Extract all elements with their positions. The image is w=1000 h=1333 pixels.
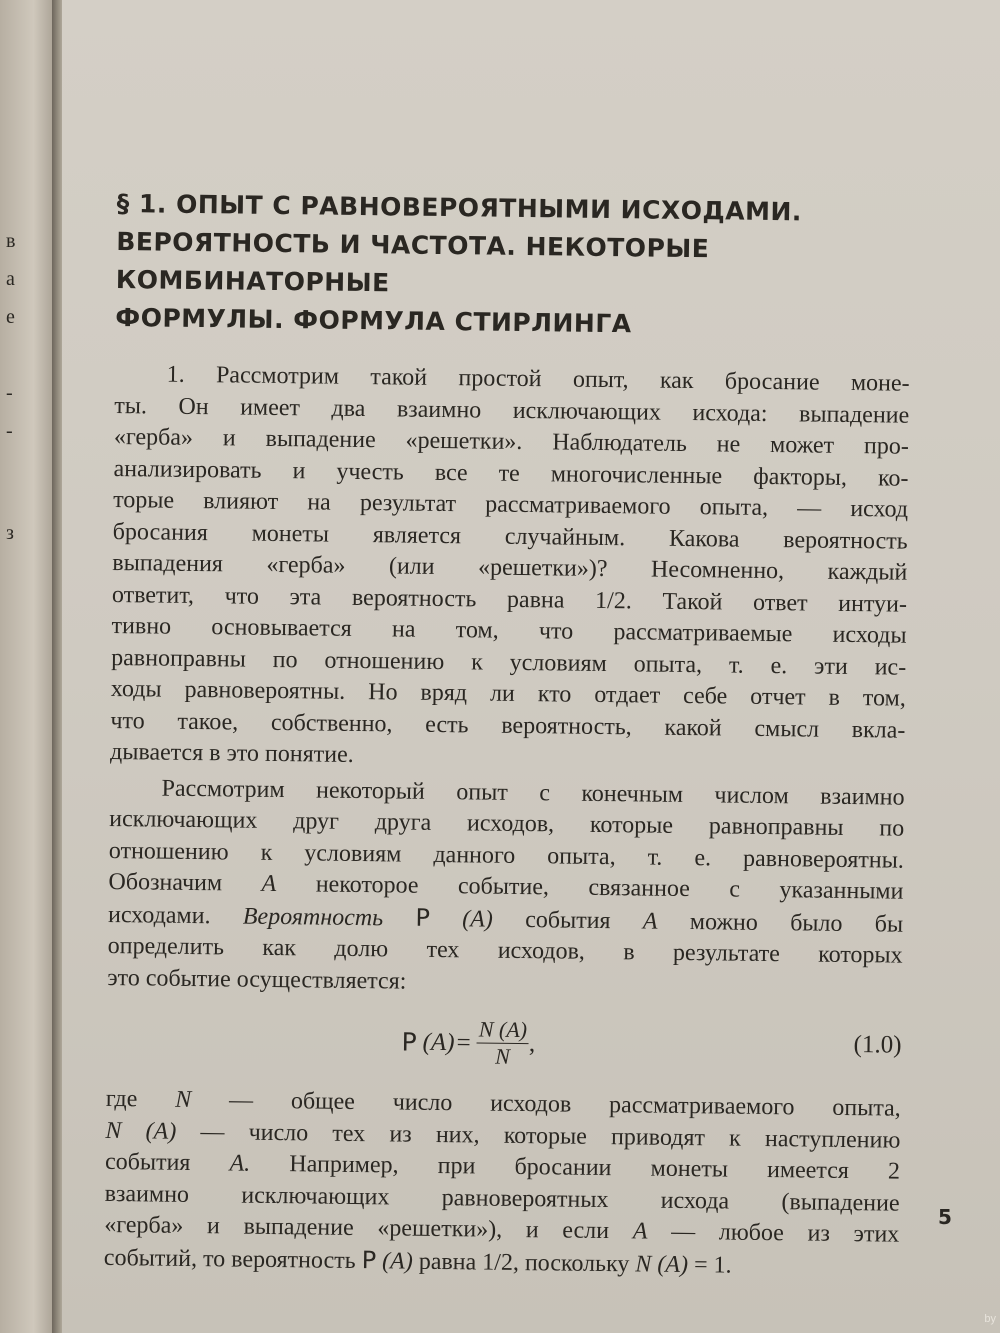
left-page-edge (0, 0, 56, 1333)
text-line: «герба» и выпадение «решетки». Наблюдатель не может про- (113, 423, 910, 460)
text-line: взаимно исключающих равновероятных исхода (выпадение (104, 1180, 900, 1217)
math-variable: A (261, 870, 277, 897)
math-variable: A. (229, 1150, 251, 1177)
text-fragment: — общее число исходов рассматриваемого опыта, (228, 1087, 901, 1122)
probability-symbol: P (401, 1027, 417, 1057)
book-page (62, 0, 1000, 1333)
formula (401, 1016, 535, 1071)
defined-term: Вероятность (242, 903, 384, 931)
paragraph-definition (107, 772, 905, 1003)
text-fragment: можно было бы (689, 908, 904, 938)
text-line: 1. Рассмотрим такой простой опыт, как бросание моне- (166, 361, 910, 397)
text-fragment: равна 1/2, поскольку (418, 1248, 630, 1277)
page-text-block (104, 185, 912, 1284)
text-line: тивно основывается на том, что рассматриваемые исходы (111, 612, 907, 649)
text-line: определить как долю тех исходов, в результате которых (107, 932, 903, 969)
text-line: ходы равновероятны. Но вряд ли кто отдает себе отчет в том, (110, 675, 906, 712)
text-fragment: Например, при бросании монеты имеется 2 (289, 1151, 901, 1185)
math-variable: (A) (381, 1247, 413, 1275)
formula-row (106, 1004, 902, 1084)
math-variable: A (642, 907, 658, 935)
text-line: ты. Он имеет два взаимно исключающих исхода: выпадение (114, 392, 910, 429)
heading-line: § 1. ОПЫТ С РАВНОВЕРОЯТНЫМИ ИСХОДАМИ. (116, 188, 803, 227)
left-page-glyph: в (6, 230, 16, 252)
text-line: выпадения «герба» (или «решетки»)? Несомненно, каждый (112, 549, 908, 586)
text-line: дывается в это понятие. (109, 738, 354, 768)
formula-number: (1.0) (853, 1031, 902, 1059)
probability-symbol: P (415, 903, 431, 932)
left-page-glyph: з (6, 522, 14, 544)
text-fragment: события (525, 906, 611, 934)
page-number: 5 (938, 1205, 952, 1229)
math-variable: N (A) (635, 1250, 689, 1278)
text-fragment: «герба» и выпадение «решетки»), и если (104, 1211, 610, 1245)
text-fragment: событий, то вероятность (103, 1244, 356, 1274)
text-fragment: где (105, 1085, 138, 1113)
watermark: by (984, 1313, 996, 1325)
text-line: это событие осуществляется: (107, 964, 407, 995)
text-fragment: исходами. (107, 901, 211, 929)
section-heading (115, 185, 932, 347)
fraction-denominator: N (495, 1043, 511, 1069)
paragraph-explanation (104, 1084, 901, 1284)
math-variable: N (175, 1086, 192, 1113)
text-line: равноправны по отношению к условиям опыта, т. е. эти ис- (111, 644, 907, 681)
paragraph-intro (110, 359, 910, 778)
text-line: Рассмотрим некоторый опыт с конечным числом взаимно (161, 775, 905, 811)
text-fragment: — число тех из них, которые приводят к наступлению (200, 1118, 901, 1154)
text-line: ответит, что эта вероятность равна 1/2. Такой ответ интуи- (111, 581, 908, 618)
heading-line: ВЕРОЯТНОСТЬ И ЧАСТОТА. НЕКОТОРЫЕ КОМБИНАТОРНЫЕ (115, 226, 710, 298)
text-fragment: некоторое событие, связанное с указанными (315, 871, 904, 905)
left-page-glyph: а (6, 268, 15, 290)
heading-line: ФОРМУЛЫ. ФОРМУЛА СТИРЛИНГА (115, 302, 632, 339)
text-fragment: — любое из этих (671, 1218, 900, 1248)
text-line: отношению к условиям данного опыта, т. е. равновероятны. (108, 837, 904, 874)
math-variable: A (632, 1218, 648, 1245)
text-line: исключающих друг друга исходов, которые равноправны по (109, 805, 905, 842)
left-page-glyph: е (6, 306, 15, 328)
probability-symbol: P (361, 1245, 377, 1274)
left-page-glyph: - (6, 420, 13, 442)
math-variable: (A) (462, 905, 494, 933)
text-line: торые влияют на результат рассматриваемого опыта, — исход (112, 486, 909, 523)
fraction (476, 1016, 529, 1070)
left-page-glyph: - (6, 382, 13, 404)
fraction-numerator: N (A) (477, 1016, 530, 1044)
math-variable: (A) (422, 1028, 455, 1056)
text-line: что такое, собственно, есть вероятность, какой смысл вкла- (110, 707, 906, 744)
text-line: анализировать и учесть все те многочисленные факторы, ко- (113, 455, 909, 492)
text-fragment: Обозначим (108, 868, 223, 897)
text-fragment: = 1. (693, 1251, 732, 1279)
text-line: бросания монеты является случайным. Какова вероятность (112, 518, 908, 555)
formula-comma: , (528, 1029, 536, 1057)
text-fragment: события (104, 1148, 191, 1176)
equals-sign: = (456, 1028, 471, 1056)
math-variable: N (A) (105, 1117, 177, 1145)
